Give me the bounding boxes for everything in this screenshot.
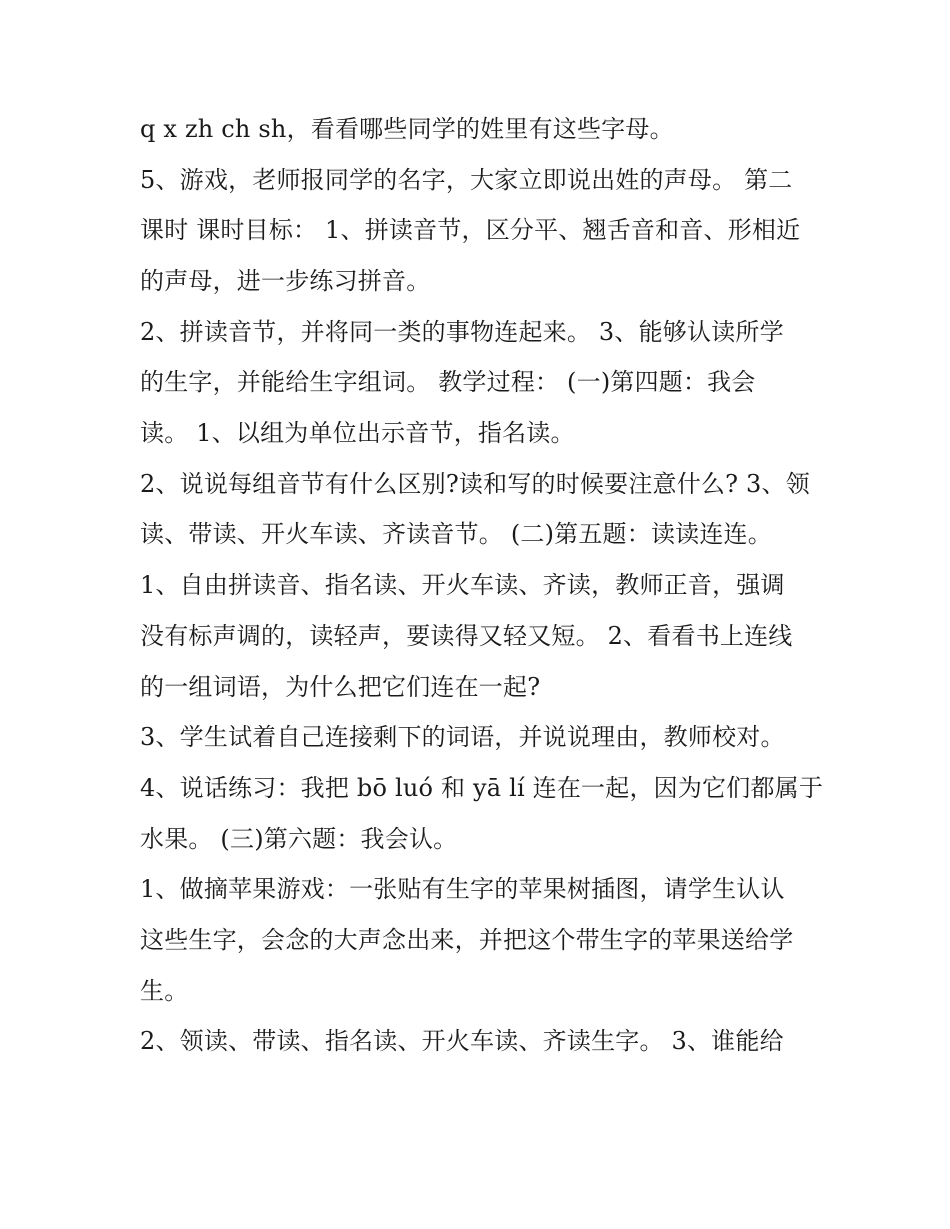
text-line-13: 3、学生试着自己连接剩下的词语，并说说理由，教师校对。 [140,723,785,751]
text-line-6: 的生字，并能给生字组词。 教学过程： (一)第四题：我会 [140,368,756,396]
text-line-11: 没有标声调的，读轻声，要读得又轻又短。 2、看看书上连线 [140,622,793,650]
text-line-1: q x zh ch sh，看看哪些同学的姓里有这些字母。 [140,115,674,143]
text-line-17: 这些生字，会念的大声念出来，并把这个带生字的苹果送给学 [140,926,794,954]
text-line-15: 水果。 (三)第六题：我会认。 [140,825,458,853]
text-line-4: 的声母，进一步练习拼音。 [140,267,431,295]
text-line-14: 4、说话练习：我把 bō luó 和 yā lí 连在一起，因为它们都属于 [140,774,824,802]
text-line-7: 读。 1、以组为单位出示音节，指名读。 [140,419,575,447]
text-line-19: 2、领读、带读、指名读、开火车读、齐读生字。 3、谁能给 [140,1027,784,1055]
text-line-9: 读、带读、开火车读、齐读音节。 (二)第五题：读读连连。 [140,520,772,548]
text-line-8: 2、说说每组音节有什么区别?读和写的时候要注意什么? 3、领 [140,470,810,498]
text-line-10: 1、自由拼读音、指名读、开火车读、齐读，教师正音，强调 [140,571,785,599]
text-line-18: 生。 [140,977,189,1005]
text-line-5: 2、拼读音节，并将同一类的事物连起来。 3、能够认读所学 [140,318,784,346]
text-line-3: 课时 课时目标： 1、拼读音节，区分平、翘舌音和音、形相近 [140,216,801,244]
text-line-12: 的一组词语，为什么把它们连在一起? [140,673,541,701]
text-line-16: 1、做摘苹果游戏：一张贴有生字的苹果树插图，请学生认认 [140,875,785,903]
text-line-2: 5、游戏，老师报同学的名字，大家立即说出姓的声母。 第二 [140,166,793,194]
